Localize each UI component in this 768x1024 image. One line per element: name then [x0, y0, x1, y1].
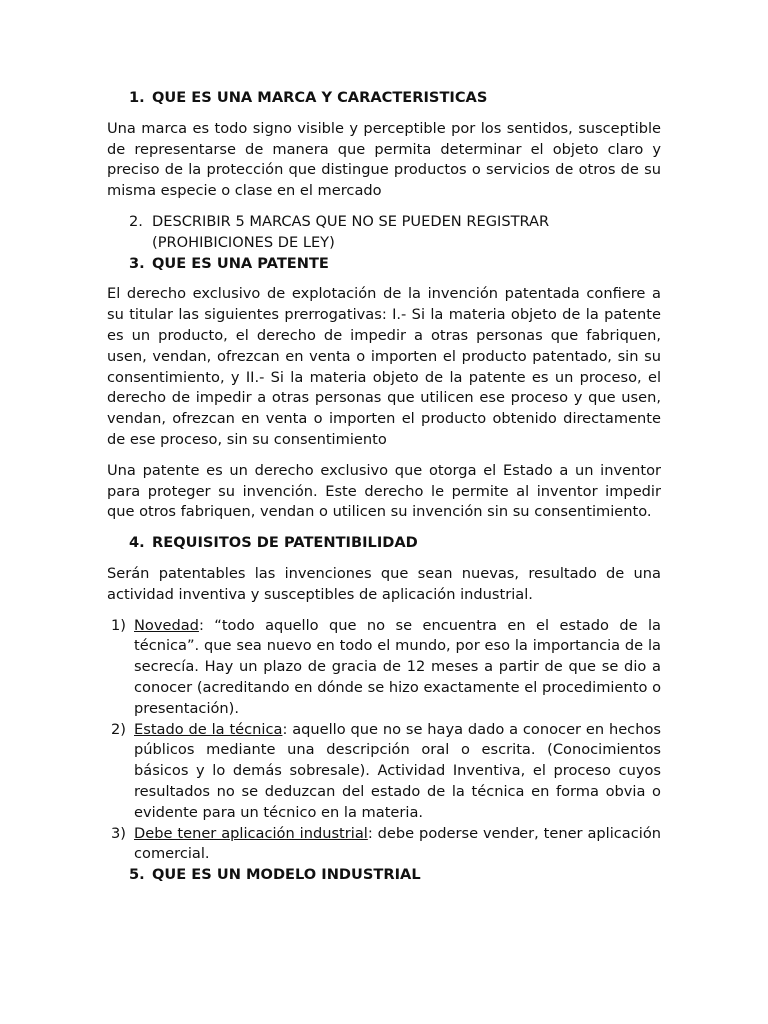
list-item-term: Novedad: [134, 616, 199, 634]
section-3-heading: [107, 254, 661, 275]
section-3-paragraph-2: Una patente es un derecho exclusivo que otorga el Estado a un inventor para proteger su invención. Este derecho le permite al inventor impedir que otros fabriquen, vendan o utilicen su invención sin su consentimiento.: [107, 461, 661, 521]
section-2-number: 2.: [129, 212, 143, 230]
section-5-title: QUE ES UN MODELO INDUSTRIAL: [152, 866, 421, 884]
list-item: [107, 720, 661, 824]
section-5-heading: [107, 865, 661, 886]
list-item-text: [134, 616, 661, 720]
list-item-term: Estado de la técnica: [134, 720, 283, 738]
requirements-list: [107, 616, 661, 866]
list-item: [107, 824, 661, 866]
section-3-number: 3.: [129, 254, 145, 272]
section-3-paragraph-1: El derecho exclusivo de explotación de la invención patentada confiere a su titular las siguientes prerrogativas: I.- Si la materia objeto de la patente es un producto, el derecho de impedir a otras personas que fabriquen, usen, vendan, ofrezcan en venta o importen el producto patentado, sin su consentimiento, y II.- Si la materia objeto de la patente es un proceso, el derecho de impedir a otras personas que utilicen ese proceso y que usen, vendan, ofrezcan en venta o importen el producto obtenido directamente de ese proceso, sin su consentimiento: [107, 285, 661, 448]
list-item-number: 1): [111, 616, 126, 634]
section-1-number: 1.: [129, 89, 145, 106]
list-item-description: : debe poderse vender, tener aplicación comercial.: [134, 824, 661, 863]
list-item: [107, 616, 661, 720]
section-1-title: QUE ES UNA MARCA Y CARACTERISTICAS: [152, 89, 488, 106]
section-4-number: 4.: [129, 534, 145, 552]
list-item-text: [134, 720, 661, 824]
section-4-title: REQUISITOS DE PATENTIBILIDAD: [152, 534, 418, 552]
document-page: [107, 88, 661, 886]
section-4-paragraph: Serán patentables las invenciones que sean nuevas, resultado de una actividad inventiva y susceptibles de aplicación industrial.: [107, 564, 661, 603]
list-item-term: Debe tener aplicación industrial: [134, 824, 368, 842]
section-5-number: 5.: [129, 866, 145, 884]
list-item-description: : aquello que no se haya dado a conocer en hechos públicos mediante una descripción oral o escrita. (Conocimientos básicos y lo demás sobresale). Actividad Inventiva, el proceso cuyos resultados no se deduzcan del estado de la técnica en forma obvia o evidente para un técnico en la materia.: [134, 720, 661, 821]
section-3-title: QUE ES UNA PATENTE: [152, 254, 329, 272]
list-item-description: : “todo aquello que no se encuentra en el estado de la técnica”. que sea nuevo en todo el mundo, por eso la importancia de la secrecía. Hay un plazo de gracia de 12 meses a partir de que se dio a conocer (acreditando en dónde se hizo exactamente el procedimiento o presentación).: [134, 616, 661, 717]
list-item-number: 3): [111, 824, 126, 842]
section-2-heading: [107, 212, 661, 254]
list-item-text: [134, 824, 661, 866]
section-2-title: DESCRIBIR 5 MARCAS QUE NO SE PUEDEN REGISTRAR (PROHIBICIONES DE LEY): [152, 212, 550, 251]
section-4-heading: [107, 533, 661, 554]
section-1-heading: [107, 88, 661, 109]
section-1-paragraph: Una marca es todo signo visible y perceptible por los sentidos, susceptible de representarse de manera que permita determinar el objeto claro y preciso de la protección que distingue productos o servicios de otros de su misma especie o clase en el mercado: [107, 119, 661, 200]
list-item-number: 2): [111, 720, 126, 738]
